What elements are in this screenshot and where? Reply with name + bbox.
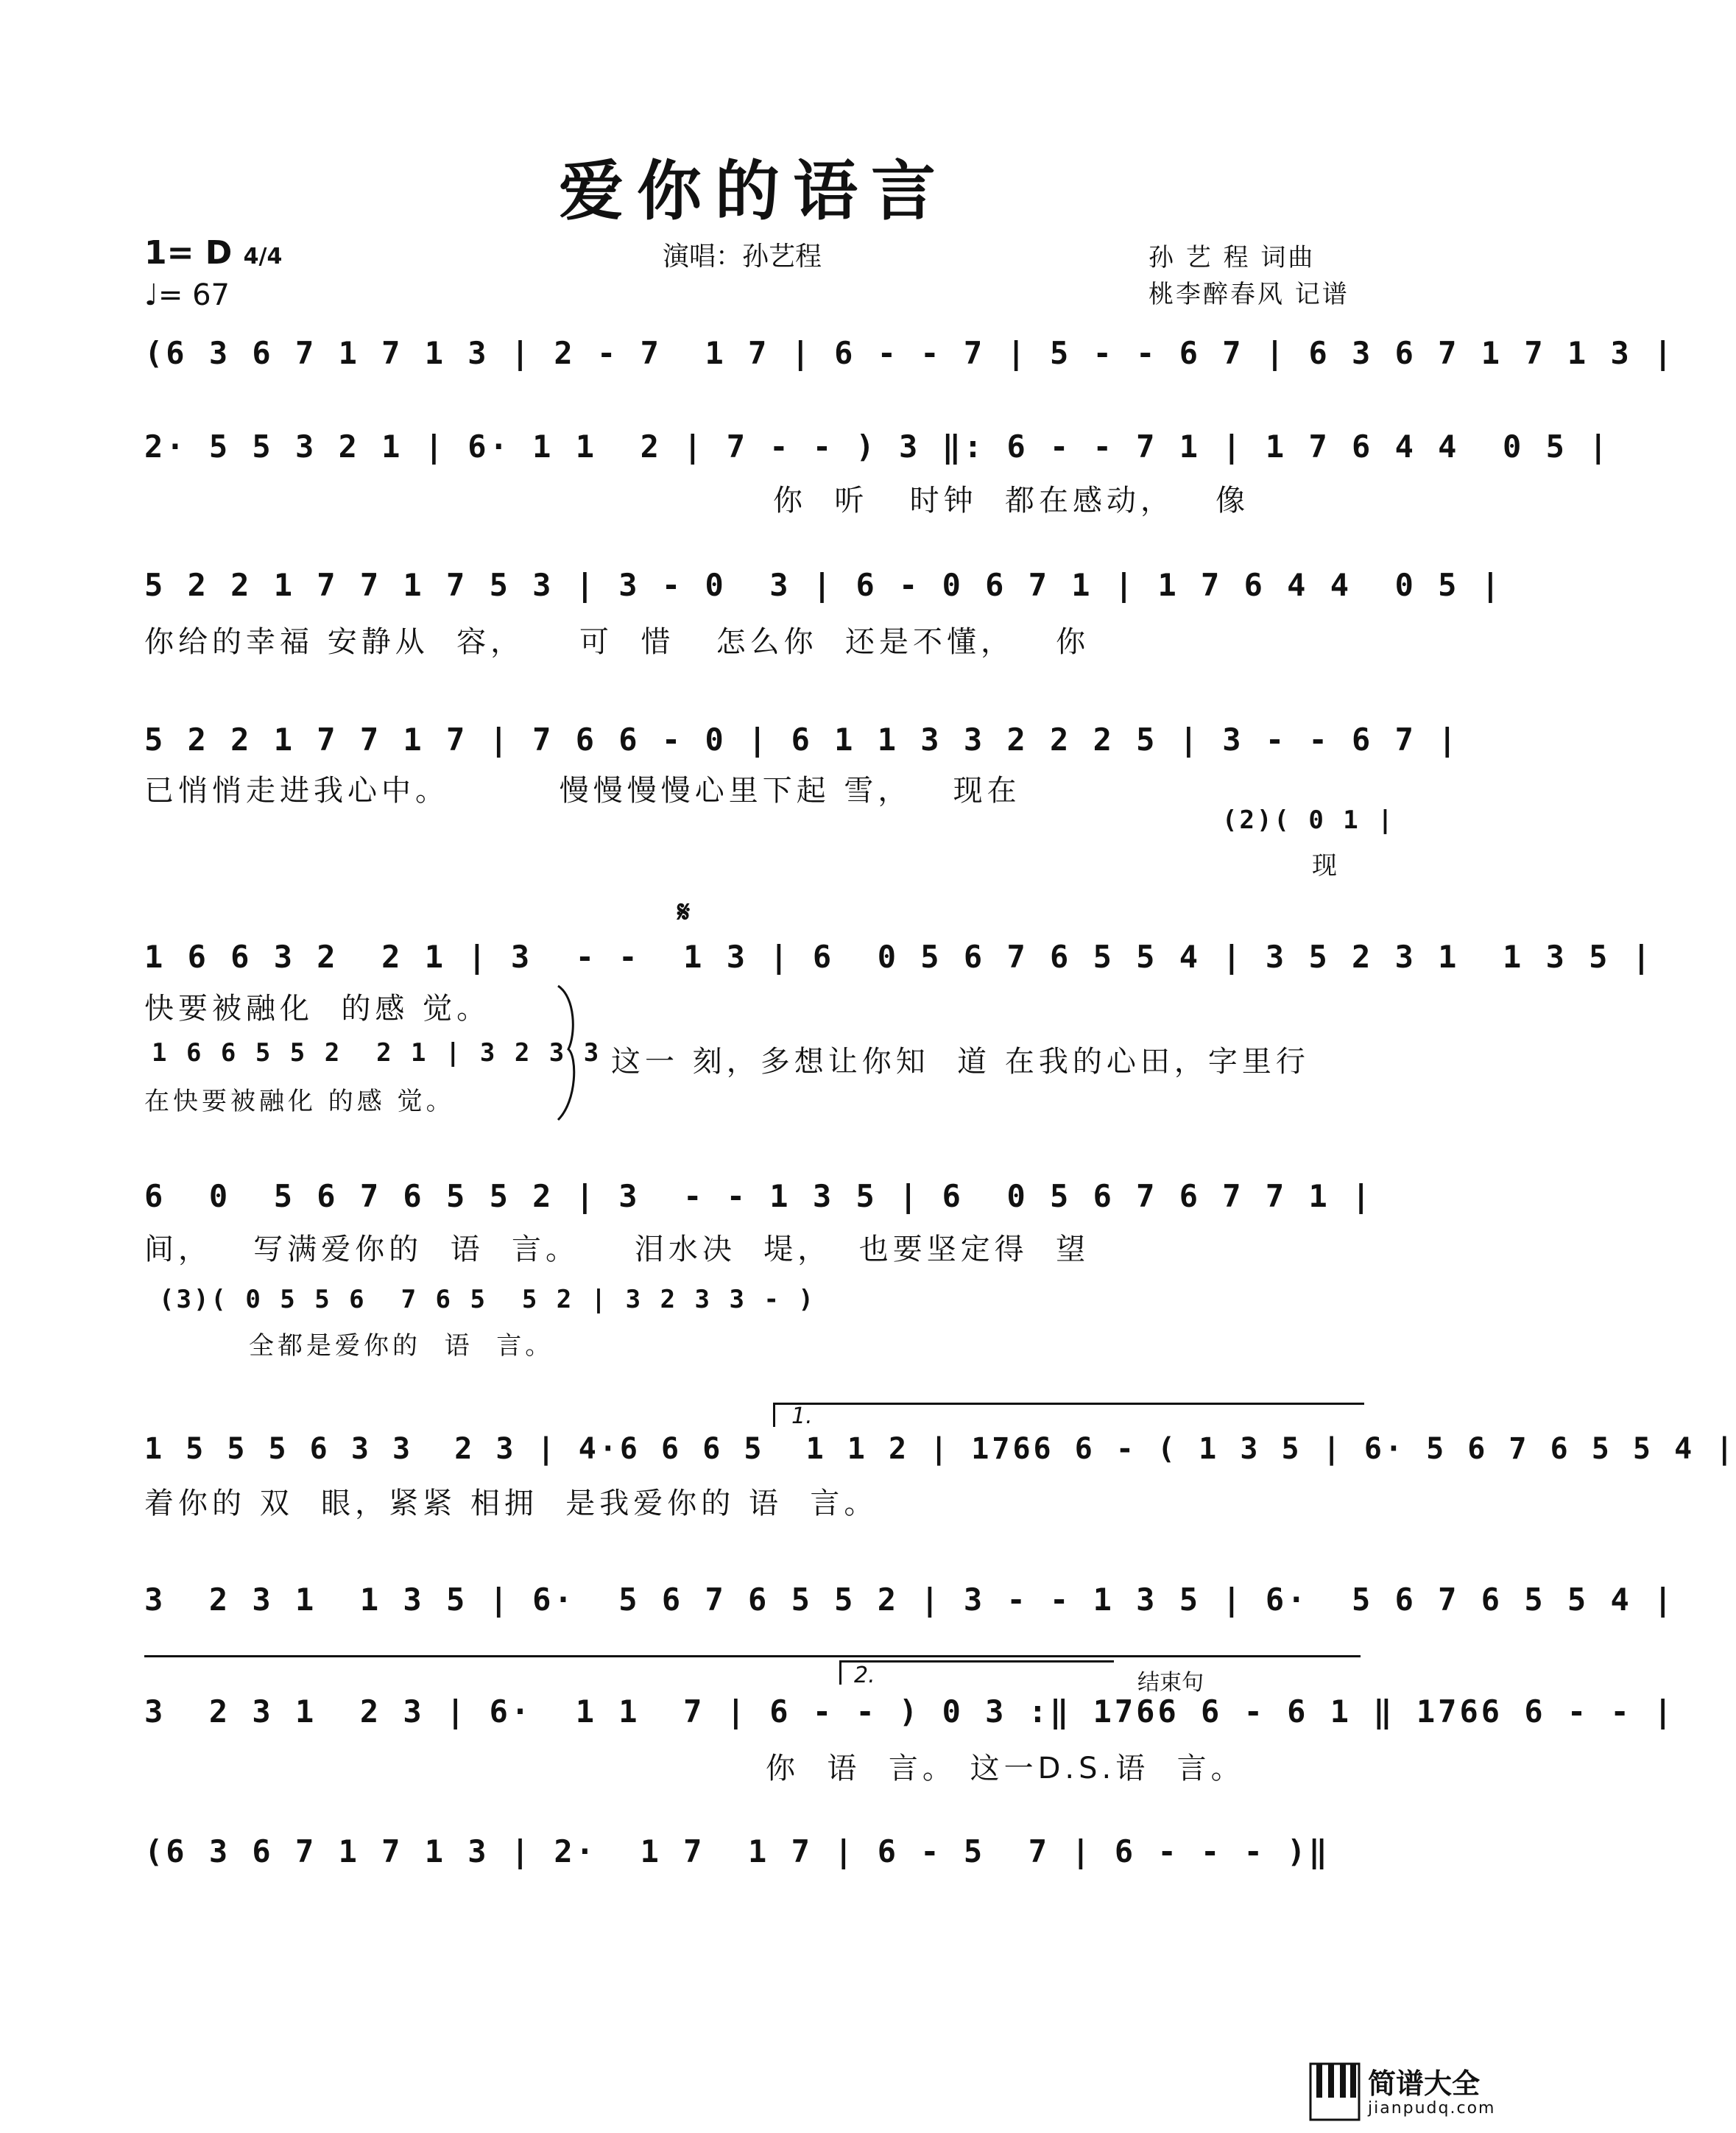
score-row-7-notes: 1 5 5 5 6 3 3 2 3 | 4·6 6 6 5 1 1 2 | 1766 6 - ( 1 3 5 | 6· 5 6 7 6 5 5 4 |	[144, 1432, 1736, 1466]
score-row-6-alt-notes: (3)( 0 5 5 6 7 6 5 5 2 | 3 2 3 3 - )	[159, 1285, 816, 1314]
score-row-7-lyrics: 着你的 双 眼，紧紧 相拥 是我爱你的 语 言。	[144, 1487, 878, 1520]
score-row-4-alt-lyrics: 现	[1312, 851, 1341, 881]
tempo-mark: ♩= 67	[144, 278, 230, 312]
score-row-5-notes: 1 6 6 3 2 2 1 | 3 - - 1 3 | 6 0 5 6 7 6 5 5 4 | 3 5 2 3 1 1 3 5 |	[144, 939, 1654, 975]
score-row-2-lyrics: 你 听 时钟 都在感动， 像	[773, 484, 1250, 518]
piano-keys-icon	[1309, 2062, 1361, 2121]
score-row-9-notes: 3 2 3 1 2 3 | 6· 1 1 7 | 6 - - ) 0 3 :‖ 1766 6 - 6 1 ‖ 1766 6 - - |	[144, 1693, 1676, 1730]
score-row-1-notes: (6 3 6 7 1 7 1 3 | 2 - 7 1 7 | 6 - - 7 | 5 - - 6 7 | 6 3 6 7 1 7 1 3 |	[144, 335, 1676, 371]
transcriber-credit: 桃李醉春风 记谱	[1148, 280, 1349, 309]
score-row-6-lyrics: 间， 写满爱你的 语 言。 泪水决 堤， 也要坚定得 望	[144, 1233, 1090, 1266]
ending-2-label: 2.	[854, 1663, 875, 1688]
score-row-4-lyrics: 已悄悄走进我心中。 慢慢慢慢心里下起 雪， 现在	[144, 774, 1021, 808]
key-label: 1= D	[144, 234, 233, 272]
score-row-5-alt-lyrics: 在快要被融化 的感 觉。	[144, 1087, 455, 1116]
score-row-4-alt-notes: (2)( 0 1 |	[1222, 805, 1395, 835]
key-signature	[144, 234, 282, 272]
score-row-3-notes: 5 2 2 1 7 7 1 7 5 3 | 3 - 0 3 | 6 - 0 6 7 1 | 1 7 6 4 4 0 5 |	[144, 567, 1503, 603]
score-row-3-lyrics: 你给的幸福 安静从 容， 可 惜 怎么你 还是不懂， 你	[144, 625, 1090, 659]
score-row-8-notes: 3 2 3 1 1 3 5 | 6· 5 6 7 6 5 5 2 | 3 - - 1 3 5 | 6· 5 6 7 6 5 5 4 |	[144, 1582, 1676, 1618]
brace-symbol	[554, 983, 583, 1123]
volta-bracket-2	[839, 1660, 1114, 1685]
score-row-6-alt-lyrics: 全都是爱你的 语 言。	[249, 1331, 554, 1361]
coda-label: 结束句	[1137, 1670, 1204, 1696]
site-watermark	[1309, 2061, 1496, 2124]
volta-bracket-1	[773, 1403, 1364, 1427]
brand-name: 简谱大全	[1368, 2067, 1481, 2100]
brand-url: jianpudq.com	[1368, 2099, 1496, 2118]
time-signature: 4/4	[243, 244, 283, 269]
score-row-5-chorus-lyrics: 这一 刻，多想让你知 道 在我的心田，字里行	[611, 1045, 1310, 1079]
page-title: 爱你的语言	[558, 152, 949, 229]
score-row-5-lyrics: 快要被融化 的感 觉。	[144, 992, 491, 1026]
volta-line	[144, 1655, 1361, 1657]
score-row-6-notes: 6 0 5 6 7 6 5 5 2 | 3 - - 1 3 5 | 6 0 5 6 7 6 7 7 1 |	[144, 1178, 1374, 1214]
score-row-10-notes: (6 3 6 7 1 7 1 3 | 2· 1 7 1 7 | 6 - 5 7 | 6 - - - )‖	[144, 1833, 1330, 1869]
score-row-5-alt-notes: 1 6 6 5 5 2 2 1 | 3 2 3 3	[152, 1038, 601, 1068]
segno-sign: 𝄋	[677, 895, 691, 929]
composer-credit: 孙 艺 程 词曲	[1148, 243, 1316, 272]
score-row-9-lyrics: 你 语 言。 这一D.S.语 言。	[766, 1752, 1245, 1785]
score-row-2-notes: 2· 5 5 3 2 1 | 6· 1 1 2 | 7 - - ) 3 ‖: 6 - - 7 1 | 1 7 6 4 4 0 5 |	[144, 429, 1611, 465]
score-row-4-notes: 5 2 2 1 7 7 1 7 | 7 6 6 - 0 | 6 1 1 3 3 2 2 2 5 | 3 - - 6 7 |	[144, 722, 1460, 758]
ending-1-label: 1.	[791, 1403, 813, 1429]
singer-credit: 演唱：孙艺程	[663, 241, 822, 272]
